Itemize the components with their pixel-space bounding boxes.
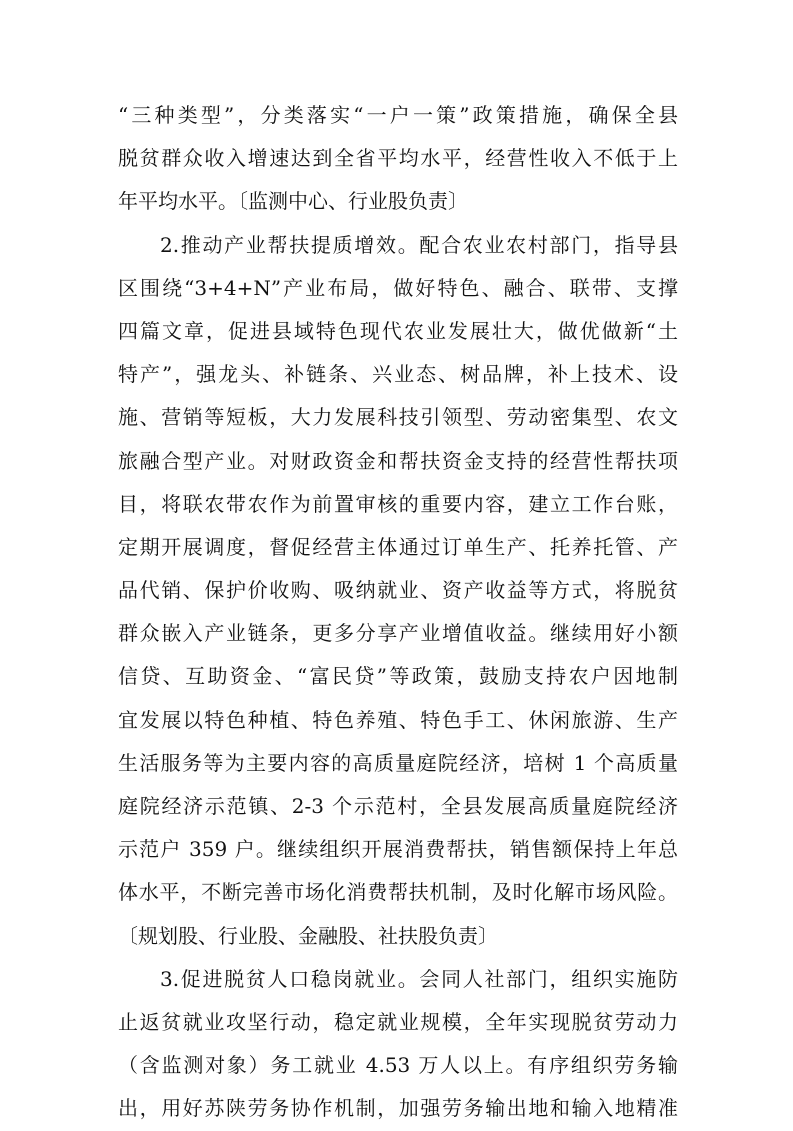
text-line: 脱贫群众收入增速达到全省平均水平，经营性收入不低于上 (118, 146, 678, 171)
text-line: 年平均水平。〔监测中心、行业股负责〕 (118, 189, 468, 214)
text-line: 群众嵌入产业链条，更多分享产业增值收益。继续用好小额 (118, 621, 678, 646)
document-page (118, 94, 678, 1131)
text-line: 区围绕“3+4+N”产业布局，做好特色、融合、联带、支撑 (118, 275, 678, 300)
text-line: 旅融合型产业。对财政资金和帮扶资金支持的经营性帮扶项 (118, 448, 678, 473)
section-heading-line: 3.促进脱贫人口稳岗就业。会同人社部门，组织实施防 (160, 966, 678, 991)
text-line: 品代销、保护价收购、吸纳就业、资产收益等方式，将脱贫 (118, 578, 678, 603)
section-heading-line: 2.推动产业帮扶提质增效。配合农业农村部门，指导县 (160, 232, 678, 257)
text-line: 〔规划股、行业股、金融股、社扶股负责〕 (118, 923, 498, 948)
text-line: 庭院经济示范镇、2-3 个示范村，全县发展高质量庭院经济 (118, 794, 678, 818)
text-line: 定期开展调度，督促经营主体通过订单生产、托养托管、产 (118, 534, 678, 559)
text-line: （含监测对象）务工就业 4.53 万人以上。有序组织劳务输 (118, 1053, 678, 1078)
text-line: 止返贫就业攻坚行动，稳定就业规模，全年实现脱贫劳动力 (118, 1009, 678, 1034)
text-line: 四篇文章，促进县域特色现代农业发展壮大，做优做新“土 (118, 318, 678, 343)
text-line: 体水平，不断完善市场化消费帮扶机制，及时化解市场风险。 (118, 880, 678, 905)
text-line: 施、营销等短板，大力发展科技引领型、劳动密集型、农文 (118, 405, 678, 430)
text-line: “三种类型”，分类落实“一户一策”政策措施，确保全县 (118, 103, 678, 127)
text-line: 生活服务等为主要内容的高质量庭院经济，培树 1 个高质量 (118, 750, 678, 775)
text-line: 宜发展以特色种植、特色养殖、特色手工、休闲旅游、生产 (118, 707, 678, 732)
text-line: 出，用好苏陕劳务协作机制，加强劳务输出地和输入地精准 (118, 1096, 678, 1121)
text-line: 示范户 359 户。继续组织开展消费帮扶，销售额保持上年总 (118, 837, 678, 862)
text-line: 信贷、互助资金、“富民贷”等政策，鼓励支持农户因地制 (118, 664, 678, 689)
text-line: 目，将联农带农作为前置审核的重要内容，建立工作台账， (118, 491, 678, 516)
text-line: 特产”，强龙头、补链条、兴业态、树品牌，补上技术、设 (118, 362, 678, 387)
